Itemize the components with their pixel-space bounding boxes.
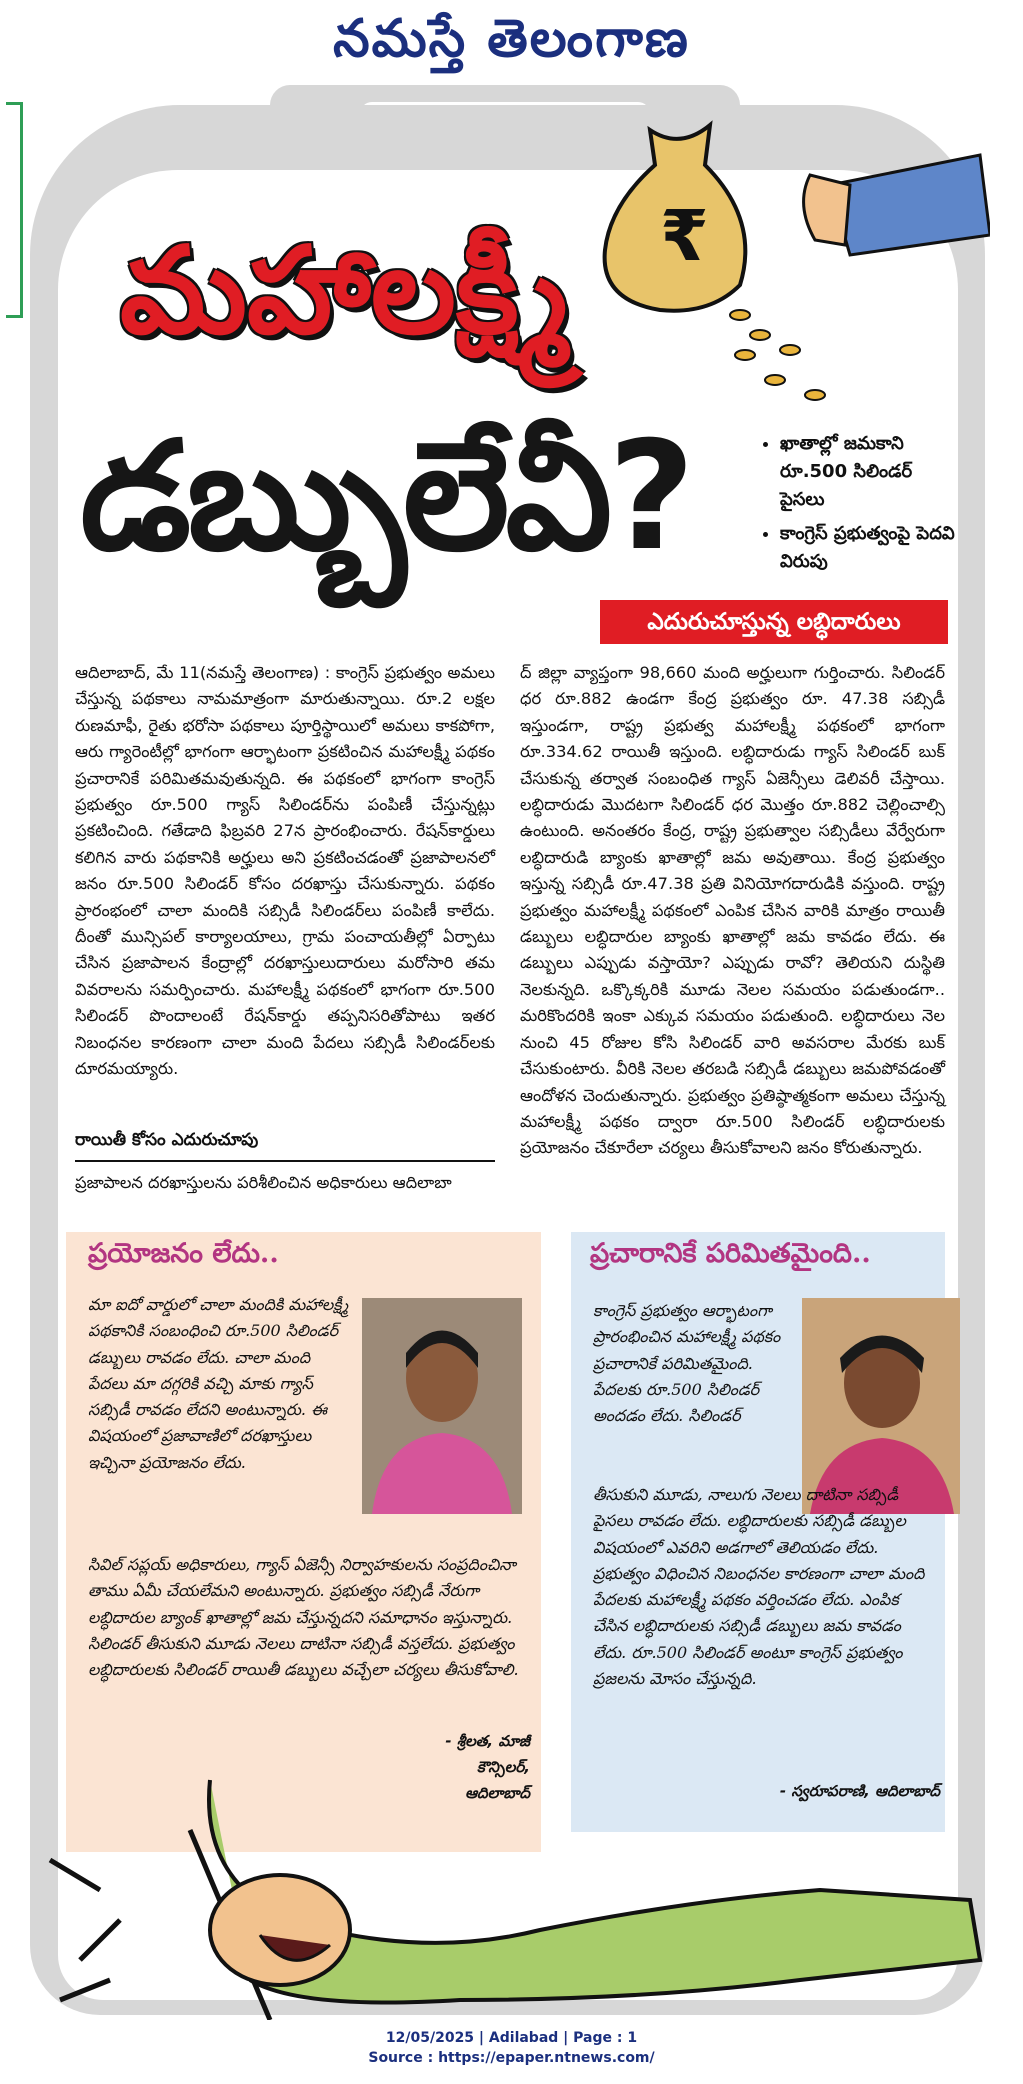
headline-line2: డబ్బులేవీ? [80, 410, 692, 584]
masthead-title: నమస్తే తెలంగాణ [333, 8, 690, 69]
quote-box-left-title: ప్రయోజనం లేదు.. [88, 1238, 279, 1269]
photo-srilatha [362, 1298, 522, 1514]
rupee-symbol: ₹ [660, 195, 709, 277]
quote-box-left-text: మా ఐదో వార్డులో చాలా మందికి మహాలక్ష్మీ పథకానికి సంబంధించి రూ.500 సిలిండర్ డబ్బులు రావడం లేదు. చాలా మంది పేదలు మా దగ్గరికి వచ్చి మాకు గ్యాస్ సబ్సిడీ రావడం లేదని అంటున్నారు. ఈ విషయంలో ప్రజావాణిలో దరఖాస్తులు ఇచ్చినా ప్రయోజనం లేదు. [88, 1295, 349, 1472]
cartoon-illustration [40, 1660, 1000, 2020]
hand-arm-illustration [790, 145, 990, 295]
quote-box-right-title: ప్రచారానికే పరిమితమైంది.. [590, 1238, 871, 1269]
article-column-2: ద్ జిల్లా వ్యాప్తంగా 98,660 మంది అర్హులుగా గుర్తించారు. సిలిండర్ ధర రూ.882 ఉండగా కేంద్ర ప్రభుత్వం రూ. 47.38 సబ్సిడీ ఇస్తుండగా, రాష్ట్ర ప్రభుత్వ మహాలక్ష్మీ పథకంలో భాగంగా రూ.334.62 రాయితీ ఇస్తుంది. లబ్ధిదారుడు గ్యాస్ సిలిండర్ బుక్ చేసుకున్న తర్వాత సంబంధిత గ్యాస్ ఏజెన్సీలు డెలివరీ చేస్తాయి. లబ్ధిదారుడు మొదటగా సిలిండర్ ధర మొత్తం రూ.882 చెల్లించాల్సి ఉంటుంది. అనంతరం కేంద్ర, రాష్ట్ర ప్రభుత్వాల సబ్సిడీలు వేర్వేరుగా లబ్ధిదారుడి బ్యాంకు ఖాతాల్లో జమ అవుతాయి. కేంద్ర ప్రభుత్వం ఇస్తున్న సబ్సిడీ రూ.47.38 ప్రతి వినియోగదారుడికి వస్తుంది. రాష్ట్ర ప్రభుత్వం మహాలక్ష్మీ పథకంలో ఎంపిక చేసిన వారికి మాత్రం రాయితీ డబ్బులు లబ్ధిదారుల బ్యాంకు ఖాతాల్లో జమ కావడం లేదు. ఈ డబ్బులు ఎప్పుడు వస్తాయో? ఎప్పుడు రావో? తెలియని దుస్థితి నెలకున్నది. ఒక్కొక్కరికి మూడు నెలల సమయం పడుతుండగా.. మరికొందరికి ఇంకా ఎక్కువ సమయం పడుతుంది. లబ్ధిదారులు నెల నుంచి 45 రోజుల కోసి సిలిండర్ వారి అవసరాల మేరకు బుక్ చేసుకుంటారు. వీరికి నెలల తరబడి సబ్సిడీ డబ్బులు జమపోవడంతో ఆందోళన చెందుతున్నారు. ప్రభుత్వం ప్రతిష్ఠాత్మకంగా అమలు చేస్తున్న మహాలక్ష్మీ పథకం ద్వారా రూ.500 సిలిండర్ లబ్ధిదారులకు ప్రయోజనం చేకూరేలా చర్యలు తీసుకోవాలని జనం కోరుతున్నారు. [520, 663, 945, 1158]
sidebar-highlights [760, 430, 960, 582]
quote-box-right-text-continued: తీసుకుని మూడు, నాలుగు నెలలు దాటినా సబ్సిడీ పైసలు రావడం లేదు. లబ్ధిదారులకు సబ్సిడీ డబ్బుల విషయంలో ఎవరిని అడగాలో తెలియడం లేదు. ప్రభుత్వం విధించిన నిబంధనల కారణంగా చాలా మంది పేదలకు మహాలక్ష్మీ పథకం వర్తించడం లేదు. ఎంపిక చేసిన లబ్ధిదారులకు సబ్సిడీ డబ్బులు జమ కావడం లేదు. రూ.500 సిలిండర్ అంటూ కాంగ్రెస్ ప్రభుత్వం ప్రజలను మోసం చేస్తున్నది. [593, 1485, 925, 1689]
headline-line1: మహాలక్ష్మీ [120, 222, 570, 361]
article-subheading: రాయితీ కోసం ఎదురుచూపు [75, 1130, 259, 1150]
sidebar-bullet: • కాంగ్రెస్ ప్రభుత్వంపై పెదవి విరుపు [780, 520, 960, 576]
quote-box-right-text: కాంగ్రెస్ ప్రభుత్వం ఆర్భాటంగా ప్రారంభించిన మహాలక్ష్మీ పథకం ప్రచారానికే పరిమితమైంది. పేదలకు రూ.500 సిలిండర్ అందడం లేదు. సిలిండర్ [593, 1301, 781, 1426]
divider [75, 1160, 495, 1162]
article-column-1-continued: ప్రజాపాలన దరఖాస్తులను పరిశీలించిన అధికారులు ఆదిలాబా [75, 1173, 452, 1192]
signature-left: - శ్రీలత, మాజీ కౌన్సిలర్, ఆదిలాబాద్ [445, 1732, 530, 1802]
sidebar-bullet: • ఖాతాల్లో జమకాని రూ.500 సిలిండర్ పైసలు [780, 430, 960, 514]
red-banner: ఎదురుచూస్తున్న లబ్ధిదారులు [600, 600, 948, 644]
falling-coins-icon [720, 300, 840, 410]
left-border-decoration [6, 102, 23, 318]
signature-right: - స్వరూపరాణి, ఆదిలాబాద్ [779, 1782, 940, 1800]
footer-date-line: 12/05/2025 | Adilabad | Page : 1 [385, 2030, 638, 2046]
footer [0, 2028, 1023, 2068]
quote-box-left-text-continued: సివిల్ సప్లయ్ అధికారులు, గ్యాస్ ఏజెన్సీ నిర్వాహకులను సంప్రదించినా తాము ఏమీ చేయలేమని అంటున్నారు. ప్రభుత్వం సబ్సిడీ నేరుగా లబ్ధిదారుల బ్యాంక్ ఖాతాల్లో జమ చేస్తున్నదని సమాధానం ఇస్తున్నారు. సిలిండర్ తీసుకుని మూడు నెలలు దాటినా సబ్సిడీ వస్తలేదు. ప్రభుత్వం లబ్ధిదారులకు సిలిండర్ రాయితీ డబ్బులు వచ్చేలా చర్యలు తీసుకోవాలి. [88, 1555, 519, 1680]
footer-source-link[interactable]: Source : https://epaper.ntnews.com/ [368, 2050, 655, 2066]
article-column-1: ఆదిలాబాద్, మే 11(నమస్తే తెలంగాణ) : కాంగ్రెస్ ప్రభుత్వం అమలు చేస్తున్న పథకాలు నామమాత్రంగా మారుతున్నాయి. రూ.2 లక్షల రుణమాఫీ, రైతు భరోసా పథకాలు పూర్తిస్థాయిలో అమలు కాకపోగా, ఆరు గ్యారెంటీల్లో భాగంగా ఆర్భాటంగా ప్రకటించిన మహాలక్ష్మీ పథకం ప్రచారానికే పరిమితమవుతున్నది. ఈ పథకంలో భాగంగా కాంగ్రెస్ ప్రభుత్వం రూ.500 గ్యాస్ సిలిండర్‌ను పంపిణీ చేస్తున్నట్లు ప్రకటించింది. గతేడాది ఫిబ్రవరి 27న ప్రారంభించారు. రేషన్‌కార్డులు కలిగిన వారు పథకానికి అర్హులు అని ప్రకటించడంతో ప్రజాపాలనలో జనం రూ.500 సిలిండర్ కోసం దరఖాస్తు చేసుకున్నారు. పథకం ప్రారంభంలో చాలా మందికి సబ్సిడీ సిలిండర్‌లు పంపిణీ కాలేదు. దీంతో మున్సిపల్ కార్యాలయాలు, గ్రామ పంచాయతీల్లో ఏర్పాటు చేసిన ప్రజాపాలన కేంద్రాల్లో దరఖాస్తులుదారులు మరోసారి తమ వివరాలను సమర్పించారు. మహాలక్ష్మీ పథకంలో భాగంగా రూ.500 సిలిండర్ పొందాలంటే రేషన్‌కార్డు తప్పనిసరితోపాటు ఇతర నిబంధనల కారణంగా చాలా మంది పేదలు సబ్సిడీ సిలిండర్‌లకు దూరమయ్యారు. [75, 663, 495, 1079]
